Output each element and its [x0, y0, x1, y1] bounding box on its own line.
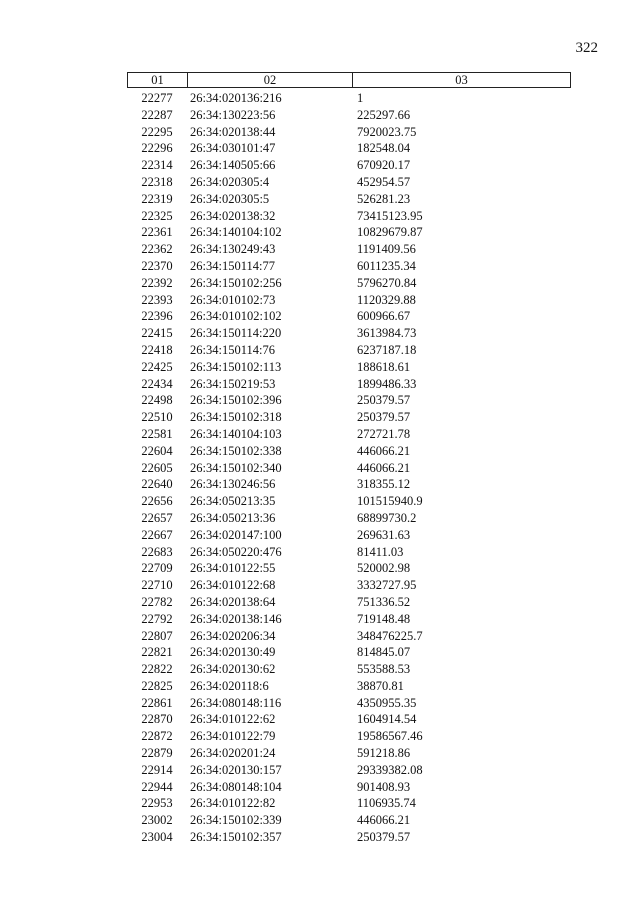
table-cell-1: 22657 — [141, 510, 173, 525]
table-cell-2: 26:34:020138:44 — [190, 124, 276, 139]
table-cell-1: 22325 — [141, 208, 173, 223]
table-cell-1: 22418 — [141, 342, 173, 357]
table-cell-2: 26:34:080148:104 — [190, 779, 282, 794]
table-cell-3: 348476225.7 — [357, 628, 423, 643]
table-row — [127, 779, 571, 796]
table-cell-2: 26:34:150102:256 — [190, 275, 282, 290]
table-row — [127, 560, 571, 577]
table-cell-3: 5796270.84 — [357, 275, 417, 290]
table-cell-3: 446066.21 — [357, 460, 411, 475]
table-cell-2: 26:34:020138:146 — [190, 611, 282, 626]
table-cell-2: 26:34:140104:103 — [190, 426, 282, 441]
table-row — [127, 392, 571, 409]
table-cell-1: 22667 — [141, 527, 173, 542]
table-cell-3: 101515940.9 — [357, 494, 423, 509]
table-cell-1: 22953 — [141, 796, 173, 811]
table-row — [127, 762, 571, 779]
table-cell-1: 22314 — [141, 158, 173, 173]
table-cell-3: 250379.57 — [357, 830, 411, 845]
table-cell-2: 26:34:010122:55 — [190, 561, 276, 576]
table-cell-2: 26:34:020130:157 — [190, 762, 282, 777]
table-row — [127, 258, 571, 275]
table-row — [127, 544, 571, 561]
table-cell-1: 22861 — [141, 695, 173, 710]
table-cell-2: 26:34:010122:68 — [190, 578, 276, 593]
table-row — [127, 208, 571, 225]
table-row — [127, 342, 571, 359]
table-cell-2: 26:34:150114:220 — [190, 326, 282, 341]
table-cell-2: 26:34:130223:56 — [190, 107, 276, 122]
table-cell-2: 26:34:050220:476 — [190, 544, 282, 559]
table-cell-1: 22604 — [141, 443, 173, 458]
table-cell-3: 250379.57 — [357, 393, 411, 408]
table-cell-1: 22425 — [141, 359, 173, 374]
table-row — [127, 795, 571, 812]
table-cell-1: 22392 — [141, 275, 173, 290]
table-row — [127, 812, 571, 829]
table-cell-3: 553588.53 — [357, 662, 411, 677]
table-cell-3: 446066.21 — [357, 443, 411, 458]
table-cell-3: 4350955.35 — [357, 695, 417, 710]
table-cell-2: 26:34:150102:357 — [190, 830, 282, 845]
table-row — [127, 728, 571, 745]
table-row — [127, 829, 571, 846]
table-cell-2: 26:34:150102:318 — [190, 410, 282, 425]
table-cell-1: 22605 — [141, 460, 173, 475]
table-cell-1: 22709 — [141, 561, 173, 576]
table-row — [127, 611, 571, 628]
table-header — [127, 72, 571, 88]
table-cell-1: 22318 — [141, 174, 173, 189]
table-row — [127, 308, 571, 325]
table-cell-3: 526281.23 — [357, 191, 411, 206]
table-cell-1: 22782 — [141, 594, 173, 609]
table-cell-2: 26:34:020138:32 — [190, 208, 276, 223]
table-row — [127, 107, 571, 124]
table-cell-1: 22807 — [141, 628, 173, 643]
table-cell-2: 26:34:150114:77 — [190, 258, 275, 273]
table-cell-3: 188618.61 — [357, 359, 411, 374]
table-row — [127, 628, 571, 645]
table-cell-3: 225297.66 — [357, 107, 411, 122]
table-cell-3: 670920.17 — [357, 158, 411, 173]
table-row — [127, 644, 571, 661]
table-row — [127, 224, 571, 241]
table-cell-1: 22295 — [141, 124, 173, 139]
table-cell-2: 26:34:130246:56 — [190, 477, 276, 492]
table-cell-2: 26:34:010102:102 — [190, 309, 282, 324]
table-cell-2: 26:34:140104:102 — [190, 225, 282, 240]
table-cell-3: 318355.12 — [357, 477, 411, 492]
table-cell-1: 22393 — [141, 292, 173, 307]
table-row — [127, 460, 571, 477]
table-row — [127, 409, 571, 426]
column-header-02: 02 — [188, 73, 353, 87]
table-row — [127, 661, 571, 678]
table-cell-3: 6237187.18 — [357, 342, 417, 357]
table-row — [127, 493, 571, 510]
table-cell-2: 26:34:020130:62 — [190, 662, 276, 677]
table-cell-2: 26:34:140505:66 — [190, 158, 276, 173]
table-cell-1: 22581 — [141, 426, 173, 441]
table-cell-1: 23004 — [141, 830, 173, 845]
table-row — [127, 90, 571, 107]
table-cell-3: 520002.98 — [357, 561, 411, 576]
table-row — [127, 577, 571, 594]
table-cell-2: 26:34:080148:116 — [190, 695, 282, 710]
table-cell-1: 22396 — [141, 309, 173, 324]
table-cell-3: 73415123.95 — [357, 208, 423, 223]
table-cell-1: 22434 — [141, 376, 173, 391]
table-cell-3: 1 — [357, 91, 364, 105]
table-cell-1: 22872 — [141, 729, 173, 744]
table-row — [127, 476, 571, 493]
table-cell-2: 26:34:150102:339 — [190, 813, 282, 828]
table-cell-3: 446066.21 — [357, 813, 411, 828]
table-cell-3: 182548.04 — [357, 141, 411, 156]
table-row — [127, 678, 571, 695]
table-cell-3: 751336.52 — [357, 594, 411, 609]
table-cell-2: 26:34:150102:338 — [190, 443, 282, 458]
table-cell-3: 6011235.34 — [357, 258, 416, 273]
table-cell-2: 26:34:020118:6 — [190, 678, 269, 693]
table-cell-2: 26:34:150102:113 — [190, 359, 282, 374]
table-cell-1: 22821 — [141, 645, 173, 660]
table-row — [127, 376, 571, 393]
table-cell-2: 26:34:020138:64 — [190, 594, 276, 609]
table-row — [127, 594, 571, 611]
table-row — [127, 443, 571, 460]
table-cell-1: 22656 — [141, 494, 173, 509]
table-cell-2: 26:34:150102:396 — [190, 393, 282, 408]
table-row — [127, 241, 571, 258]
table-cell-3: 452954.57 — [357, 174, 411, 189]
table-cell-2: 26:34:150102:340 — [190, 460, 282, 475]
table-cell-1: 22640 — [141, 477, 173, 492]
table-row — [127, 695, 571, 712]
table-cell-3: 269631.63 — [357, 527, 411, 542]
table-cell-1: 22370 — [141, 258, 173, 273]
table-cell-2: 26:34:050213:35 — [190, 494, 276, 509]
table-cell-3: 19586567.46 — [357, 729, 423, 744]
table-cell-3: 10829679.87 — [357, 225, 423, 240]
table-cell-2: 26:34:050213:36 — [190, 510, 276, 525]
table-cell-1: 22710 — [141, 578, 173, 593]
table-cell-3: 3332727.95 — [357, 578, 417, 593]
table-cell-2: 26:34:150114:76 — [190, 342, 275, 357]
table-cell-1: 22683 — [141, 544, 173, 559]
table-row — [127, 124, 571, 141]
table-cell-3: 68899730.2 — [357, 510, 417, 525]
table-cell-1: 22361 — [141, 225, 173, 240]
table-cell-3: 719148.48 — [357, 611, 411, 626]
table-cell-1: 22296 — [141, 141, 173, 156]
table-cell-3: 901408.93 — [357, 779, 411, 794]
page-number: 322 — [575, 40, 598, 56]
table-cell-2: 26:34:010102:73 — [190, 292, 276, 307]
table-cell-2: 26:34:030101:47 — [190, 141, 276, 156]
table-row — [127, 426, 571, 443]
table-cell-3: 600966.67 — [357, 309, 411, 324]
table-cell-2: 26:34:150219:53 — [190, 376, 276, 391]
table-cell-1: 22510 — [141, 410, 173, 425]
table-cell-3: 250379.57 — [357, 410, 411, 425]
table-cell-2: 26:34:010122:62 — [190, 712, 276, 727]
table-row — [127, 510, 571, 527]
table-cell-1: 22792 — [141, 611, 173, 626]
table-cell-3: 81411.03 — [357, 544, 404, 559]
table-cell-3: 3613984.73 — [357, 326, 417, 341]
table-cell-1: 22879 — [141, 746, 173, 761]
table-cell-3: 272721.78 — [357, 426, 411, 441]
table-cell-3: 38870.81 — [357, 678, 404, 693]
table-cell-2: 26:34:020305:5 — [190, 191, 270, 206]
table-cell-2: 26:34:020136:216 — [190, 91, 282, 105]
table-cell-1: 22319 — [141, 191, 173, 206]
table-row — [127, 745, 571, 762]
table-body — [127, 90, 571, 846]
table-cell-1: 22415 — [141, 326, 173, 341]
table-cell-1: 22914 — [141, 762, 173, 777]
table-row — [127, 711, 571, 728]
table-cell-1: 22825 — [141, 678, 173, 693]
table-cell-2: 26:34:020305:4 — [190, 174, 270, 189]
data-table — [127, 72, 571, 846]
table-row — [127, 527, 571, 544]
table-cell-2: 26:34:020201:24 — [190, 746, 276, 761]
table-cell-3: 1120329.88 — [357, 292, 416, 307]
table-row — [127, 174, 571, 191]
table-row — [127, 157, 571, 174]
table-cell-1: 23002 — [141, 813, 173, 828]
table-row — [127, 292, 571, 309]
table-cell-1: 22944 — [141, 779, 173, 794]
table-cell-1: 22362 — [141, 242, 173, 257]
table-cell-1: 22287 — [141, 107, 173, 122]
table-cell-3: 1191409.56 — [357, 242, 416, 257]
table-cell-1: 22277 — [141, 91, 173, 105]
table-cell-2: 26:34:010122:79 — [190, 729, 276, 744]
table-cell-2: 26:34:010122:82 — [190, 796, 276, 811]
table-cell-2: 26:34:020147:100 — [190, 527, 282, 542]
table-cell-3: 29339382.08 — [357, 762, 423, 777]
column-header-01: 01 — [128, 73, 188, 87]
table-cell-3: 814845.07 — [357, 645, 411, 660]
table-cell-3: 1106935.74 — [357, 796, 416, 811]
table-row — [127, 140, 571, 157]
table-cell-2: 26:34:130249:43 — [190, 242, 276, 257]
table-cell-3: 591218.86 — [357, 746, 411, 761]
table-cell-3: 7920023.75 — [357, 124, 417, 139]
table-cell-2: 26:34:020206:34 — [190, 628, 276, 643]
table-row — [127, 275, 571, 292]
column-header-03: 03 — [455, 73, 468, 87]
table-row — [127, 359, 571, 376]
table-cell-1: 22498 — [141, 393, 173, 408]
table-row — [127, 325, 571, 342]
table-row — [127, 191, 571, 208]
table-cell-1: 22870 — [141, 712, 173, 727]
table-cell-3: 1604914.54 — [357, 712, 417, 727]
table-cell-1: 22822 — [141, 662, 173, 677]
table-cell-2: 26:34:020130:49 — [190, 645, 276, 660]
table-cell-3: 1899486.33 — [357, 376, 417, 391]
